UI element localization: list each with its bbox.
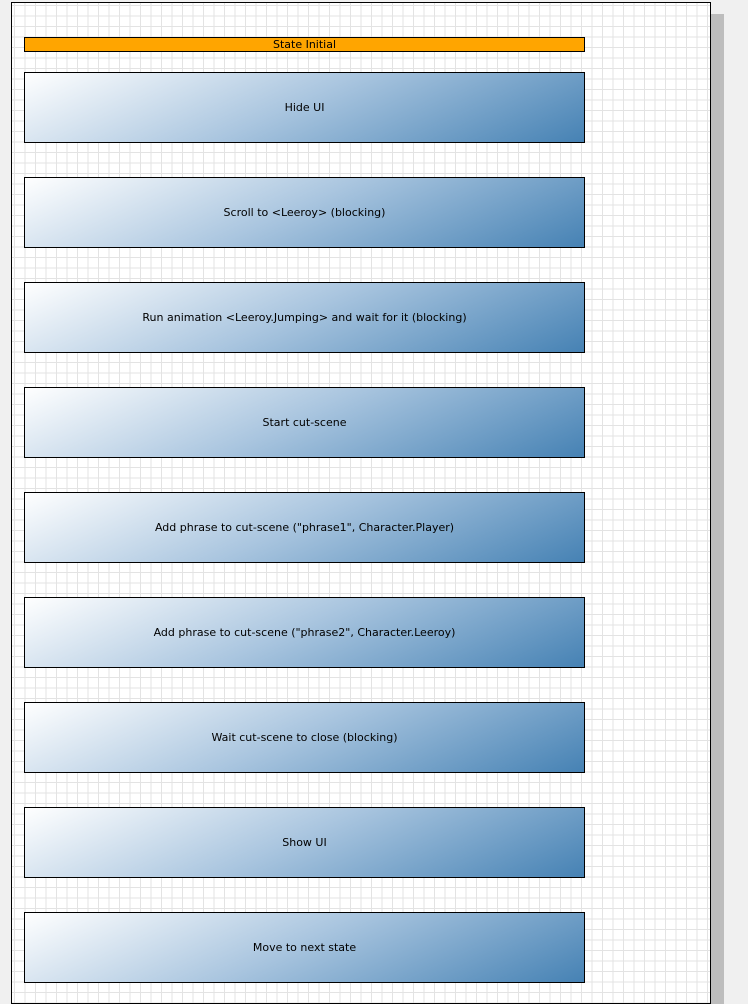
action-label: Move to next state [252,941,357,954]
action-show-ui[interactable] [24,807,585,878]
action-label: Add phrase to cut-scene ("phrase2", Character.Leeroy) [153,626,456,639]
action-wait-cut-scene[interactable] [24,702,585,773]
action-label: Wait cut-scene to close (blocking) [211,731,398,744]
state-header[interactable]: State Initial [24,37,585,52]
action-move-next-state[interactable] [24,912,585,983]
action-label: Start cut-scene [262,416,347,429]
action-label: Hide UI [284,101,325,114]
action-start-cut-scene[interactable] [24,387,585,458]
action-label: Add phrase to cut-scene ("phrase1", Character.Player) [154,521,455,534]
action-scroll-to-leeroy[interactable] [24,177,585,248]
action-label: Scroll to <Leeroy> (blocking) [223,206,386,219]
action-label: Show UI [282,836,327,849]
action-hide-ui[interactable] [24,72,585,143]
action-add-phrase-2[interactable] [24,597,585,668]
action-run-animation[interactable] [24,282,585,353]
action-label: Run animation <Leeroy.Jumping> and wait for it (blocking) [142,311,467,324]
action-add-phrase-1[interactable] [24,492,585,563]
